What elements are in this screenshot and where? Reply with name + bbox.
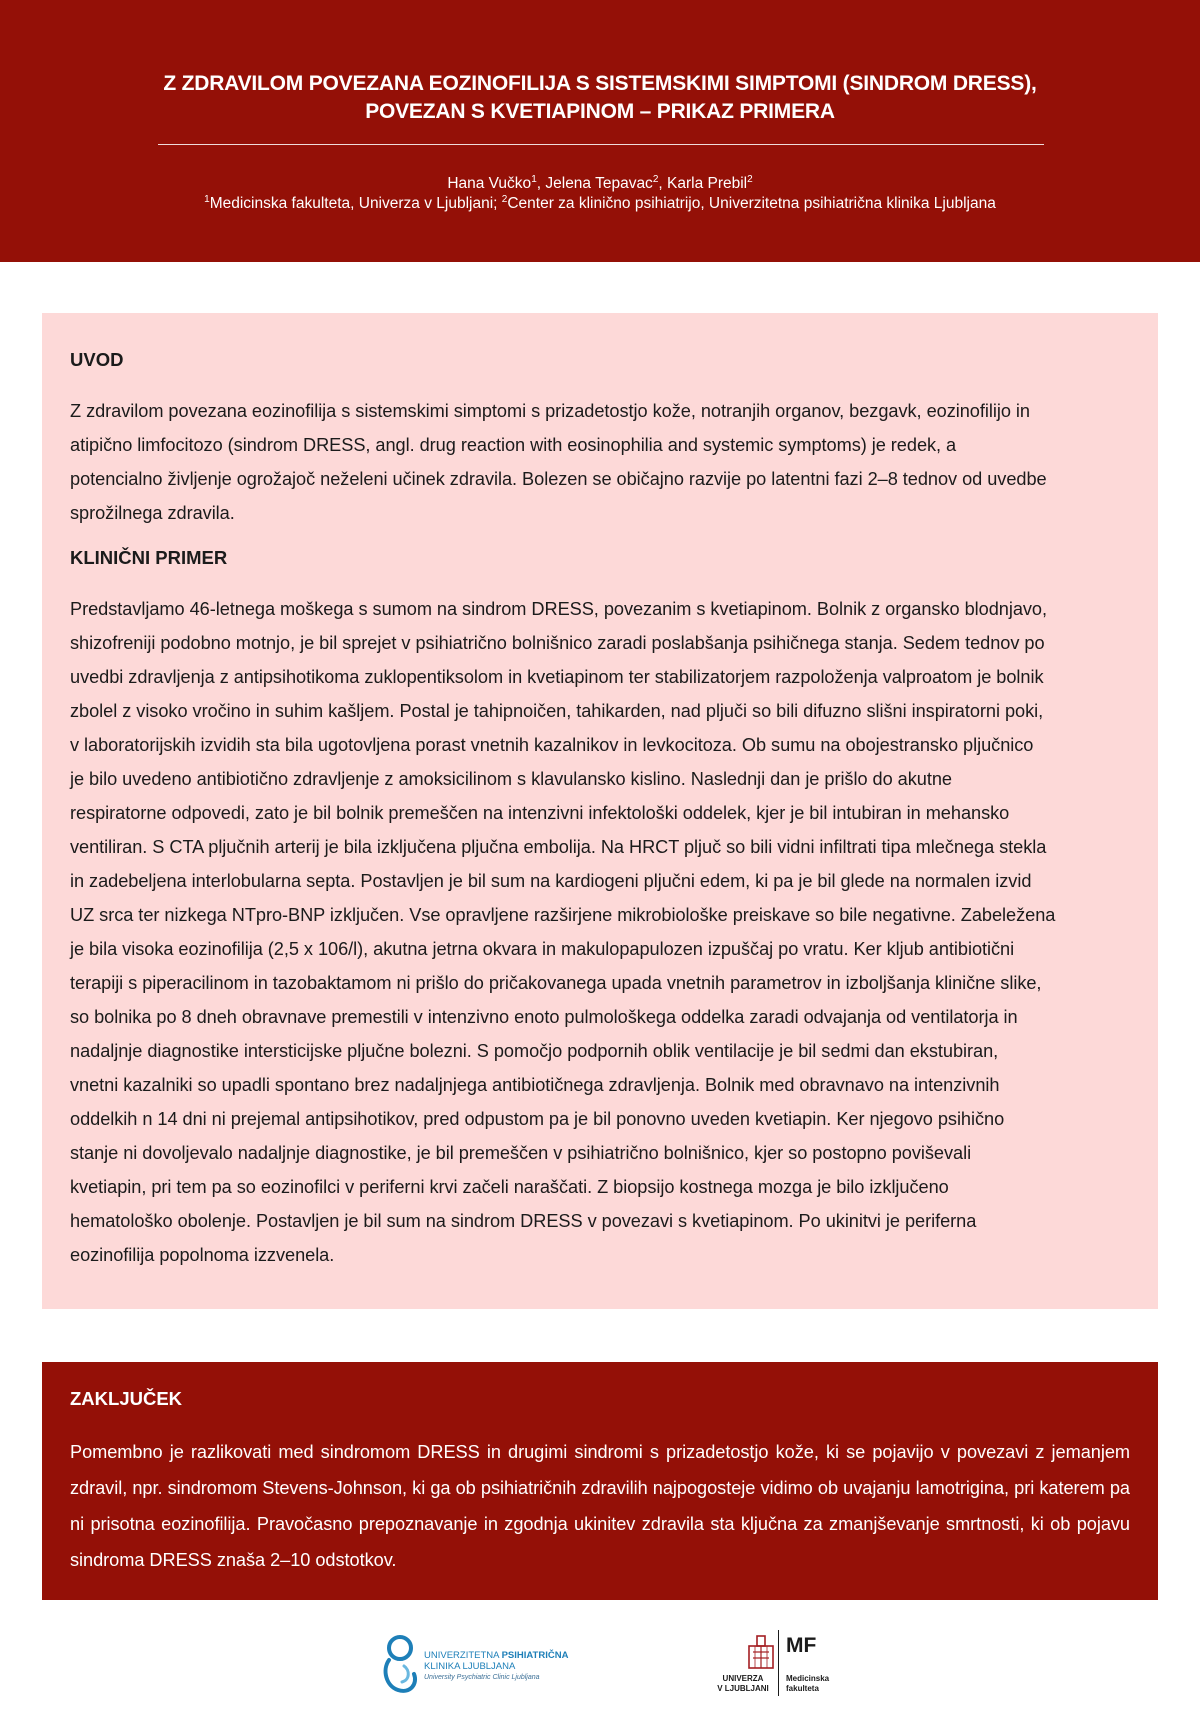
university-name-line1: UNIVERZA <box>722 1674 764 1683</box>
upk-line1-a: UNIVERZITETNA <box>424 1650 502 1661</box>
upk-emblem-icon <box>380 1630 420 1696</box>
uvod-line: potencialno življenje ogrožajoč neželeni učinek zdravila. Bolezen se običajno razvije po latentni fazi 2–8 tednov od uvedbe <box>70 469 1047 489</box>
title-line-2: POVEZAN S KVETIAPINOM – PRIKAZ PRIMERA <box>365 100 835 123</box>
affiliations <box>0 194 1200 214</box>
author-affil-mark: 1 <box>531 174 537 185</box>
case-line: nadaljnje diagnostike intersticijske pljučne bolezni. S pomočjo podpornih oblik ventilacije je bil sedmi dan ekstubiran, <box>70 1041 999 1061</box>
case-line: stanje ni dovoljevalo nadaljnje diagnostike, je bil premeščen v psihiatrično bolnišnico, kjer so postopno poviševali <box>70 1143 972 1163</box>
affiliation-text: Center za klinično psihiatrijo, Univerzitetna psihiatrična klinika Ljubljana <box>507 195 996 212</box>
author-affil-mark: 2 <box>652 174 659 185</box>
case-line: oddelkih n 14 dni ni prejemal antipsihotikov, pred odpustom pa je bil ponovno uveden kvetiapin. Ker njegovo psihično <box>70 1109 1005 1129</box>
faculty-name <box>786 1674 829 1694</box>
case-line: je bila visoka eozinofilija (2,5 x 106/l), akutna jetrna okvara in makulopapulozen izpuščaj po vratu. Ker kljub antibiotični <box>70 939 1015 959</box>
case-line: ventiliran. S CTA pljučnih arterij je bila izključena pljučna embolija. Na HRCT pljuč so bili vidni infiltrati tipa mlečnega stekla <box>70 837 1047 857</box>
uvod-paragraph <box>70 394 1130 530</box>
uvod-line: sprožilnega zdravila. <box>70 503 235 523</box>
logo-divider <box>778 1630 779 1696</box>
conclusion-panel <box>42 1362 1158 1600</box>
klinicni-primer-paragraph <box>70 592 1130 1272</box>
mf-abbreviation: MF <box>786 1634 817 1657</box>
upk-line2: KLINIKA LJUBLJANA <box>424 1661 516 1672</box>
case-line: Predstavljamo 46-letnega moškega s sumom na sindrom DRESS, povezanim s kvetiapinom. Bolnik z organsko blodnjavo, <box>70 599 1047 619</box>
case-line: eozinofilija popolnoma izzvenela. <box>70 1245 335 1265</box>
title-line-1: Z ZDRAVILOM POVEZANA EOZINOFILIJA S SISTEMSKIMI SIMPTOMI (SINDROM DRESS), <box>163 72 1037 95</box>
upk-line1-b: PSIHIATRIČNA <box>501 1650 569 1661</box>
upk-logo-text <box>424 1650 568 1683</box>
affil-mark: 2 <box>501 194 508 205</box>
case-line: kvetiapin, pri tem pa so eozinofilci v periferni krvi začeli naraščati. Z biopsijo kostnega mozga je bilo izključeno <box>70 1177 949 1197</box>
uvod-heading: UVOD <box>70 349 124 370</box>
author-separator: , <box>658 175 667 192</box>
footer-logos <box>0 1620 1200 1714</box>
affil-mark: 1 <box>204 194 210 205</box>
faculty-name-line2: fakulteta <box>786 1684 819 1693</box>
case-line: in zadebeljena interlobularna septa. Postavljen je bil sum na kardiogeni pljučni edem, ki pa je bil glede na normalen izvid <box>70 871 1032 891</box>
klinicni-primer-heading: KLINIČNI PRIMER <box>70 547 228 568</box>
faculty-name-line1: Medicinska <box>786 1674 830 1683</box>
case-line: shizofreniji podobno motnjo, je bil sprejet v psihiatrično bolnišnico zaradi poslabšanja psihičnega stanja. Sedem tednov po <box>70 633 1045 653</box>
author-separator: , <box>536 175 546 192</box>
case-line: v laboratorijskih izvidih sta bila ugotovljena porast vnetnih kazalnikov in levkocitoza. Ob sumu na obojestransko pljučnico <box>70 735 1034 755</box>
university-crest-icon <box>746 1632 776 1670</box>
case-line: respiratorne odpovedi, zato je bil bolnik premeščen na intenzivni infektološki oddelek, kjer je bil intubiran in mehansko <box>70 803 1010 823</box>
case-line: vnetni kazalniki so upadli spontano brez nadaljnjega antibiotičnega zdravljenja. Bolnik med obravnavo na intenzivnih <box>70 1075 1000 1095</box>
case-line: je bilo uvedeno antibiotično zdravljenje z amoksicilinom s klavulansko kislino. Naslednji dan je prišlo do akutne <box>70 769 952 789</box>
university-name-line2: V LJUBLJANI <box>717 1684 769 1693</box>
affiliation-text: Medicinska fakulteta, Univerza v Ljubljani <box>209 195 494 212</box>
author-list <box>0 174 1200 194</box>
case-line: hematološko obolenje. Postavljen je bil sum na sindrom DRESS v povezavi s kvetiapinom. Po ukinitvi je periferna <box>70 1211 977 1231</box>
case-line: uvedbi zdravljenja z antipsihotikoma zuklopentiksolom in kvetiapinom ter stabilizatorjem razpoloženja valproatom je bolnik <box>70 667 1044 687</box>
case-line: terapiji s piperacilinom in tazobaktamom ni prišlo do pričakovanega upada vnetnih parametrov in izboljšanja klinične slike, <box>70 973 1042 993</box>
author-name: Karla Prebil <box>667 175 748 192</box>
uvod-line: Z zdravilom povezana eozinofilija s sistemskimi simptomi s prizadetostjo kože, notranjih organov, bezgavk, eozinofilijo in <box>70 401 1030 421</box>
ul-mf-logo <box>712 1630 832 1700</box>
author-name: Hana Vučko <box>447 175 532 192</box>
affiliation-separator: ; <box>493 195 502 212</box>
uvod-line: atipično limfocitozo (sindrom DRESS, angl. drug reaction with eosinophilia and systemic symptoms) je redek, a <box>70 435 957 455</box>
case-line: UZ srca ter nizkega NTpro-BNP izključen. Vse opravljene razširjene mikrobiološke preiskave so bile negativne. Zabeležena <box>70 905 1056 925</box>
zakljucek-heading: ZAKLJUČEK <box>70 1388 183 1409</box>
upk-line3: University Psychiatric Clinic Ljubljana <box>424 1674 540 1681</box>
university-name <box>712 1674 774 1694</box>
author-name: Jelena Tepavac <box>545 175 653 192</box>
case-line: so bolnika po 8 dneh obravnave premestili v intenzivno enoto pulmološkega oddelka zaradi odvajanja od ventilatorja in <box>70 1007 1018 1027</box>
poster-title <box>0 70 1200 126</box>
author-affil-mark: 2 <box>747 174 753 185</box>
case-line: zbolel z visoko vročino in suhim kašljem. Postal je tahipnoičen, tahikarden, nad pljuči so bili difuzno slišni inspiratorni poki, <box>70 701 1044 721</box>
zakljucek-paragraph: Pomembno je razlikovati med sindromom DRESS in drugimi sindromi s prizadetostjo kože, ki se pojavijo v povezavi z jemanjem zdravil, npr. sindromom Stevens-Johnson, ki ga ob psihiatričnih zdravilih najpogosteje vidimo ob uvajanju lamotrigina, pri katerem pa ni prisotna eozinofilija. Pravočasno prepoznavanje in zgodnja ukinitev zdravila sta ključna za zmanjševanje smrtnosti, ki ob pojavu sindroma DRESS znaša 2–10 odstotkov. <box>70 1442 1130 1570</box>
main-content-panel <box>42 313 1158 1309</box>
upk-logo <box>380 1630 590 1700</box>
poster-header <box>0 0 1200 262</box>
title-divider <box>158 144 1044 145</box>
